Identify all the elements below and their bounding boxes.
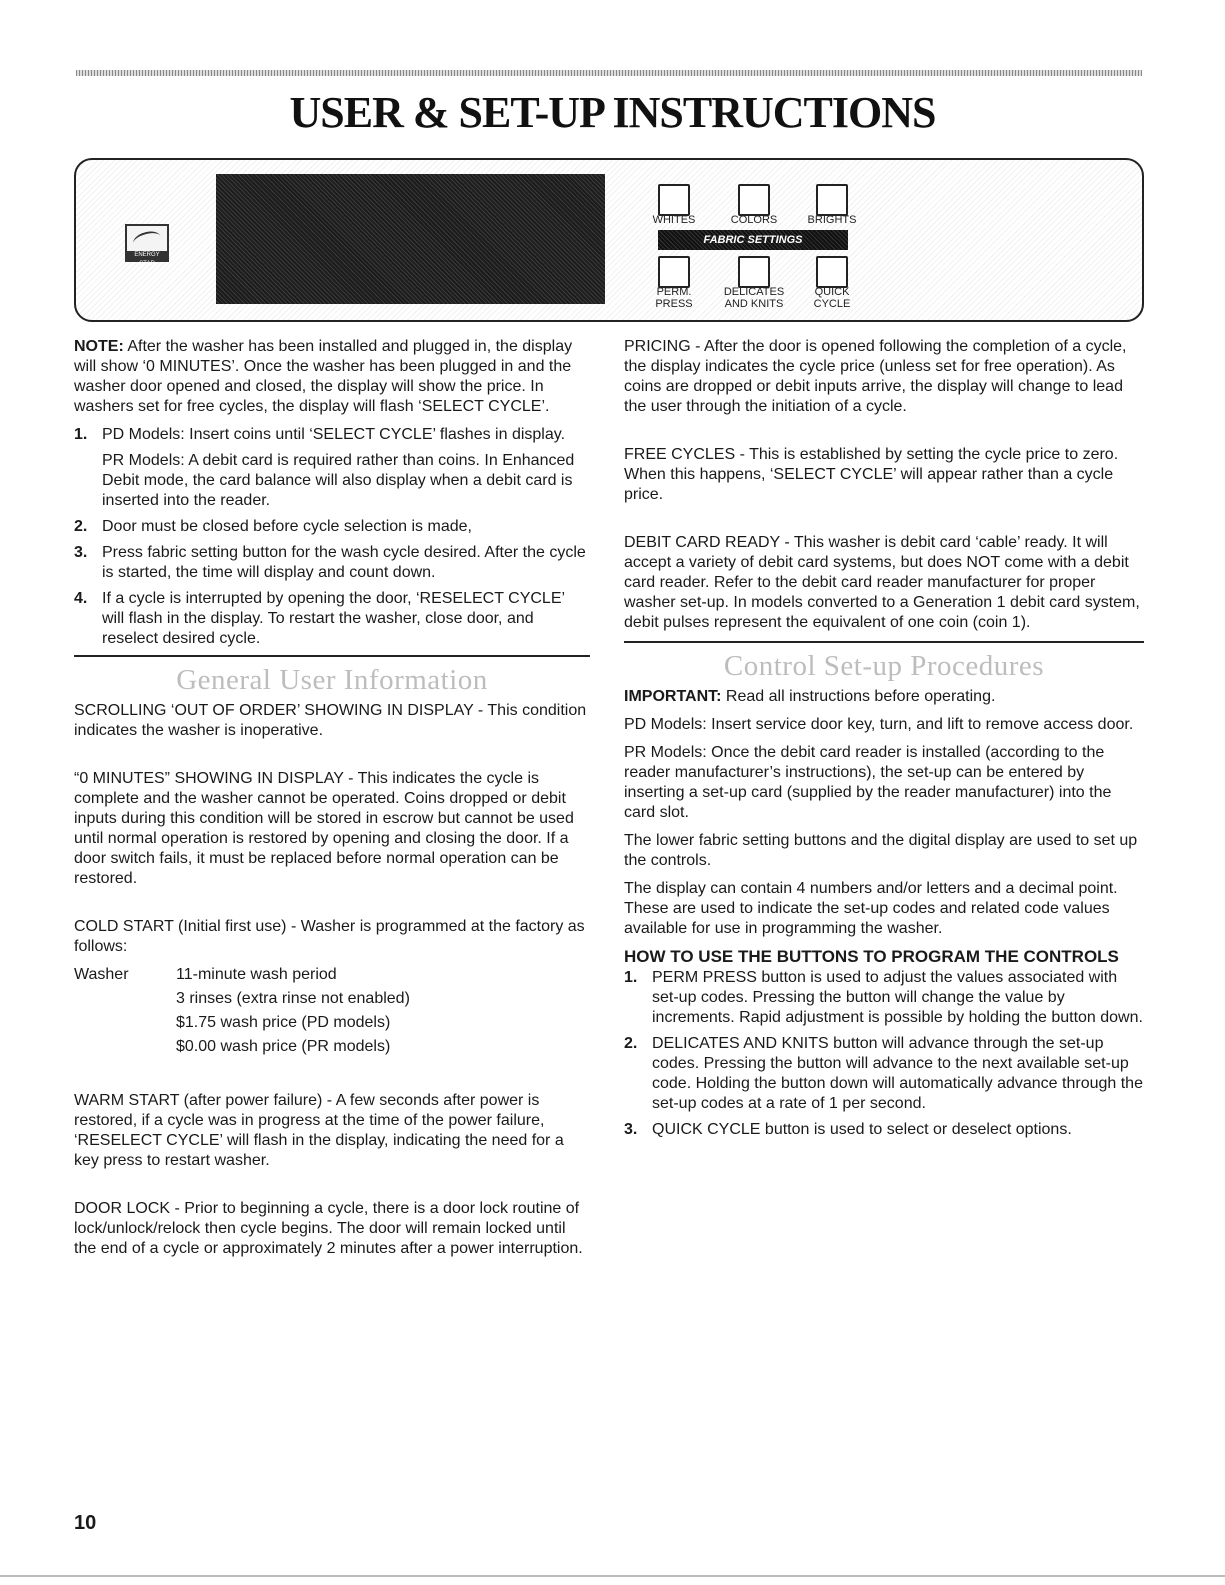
step-text: QUICK CYCLE button is used to select or deselect options.	[652, 1121, 1072, 1138]
list-item	[624, 1120, 1144, 1140]
perm-press-label	[634, 286, 714, 310]
delicates-knits-button[interactable]	[738, 256, 770, 288]
quick-cycle-label	[792, 286, 872, 310]
quick-cycle-label-line1: QUICK	[814, 286, 850, 298]
zero-minutes-paragraph: “0 MINUTES” SHOWING IN DISPLAY - This indicates the cycle is complete and the washer cannot be operated. Coins dropped or debit inputs during this condition will be stored in escrow but cannot be used until normal operation is restored by opening and closing the door. If a door switch fails, it must be replaced before normal operation can be restored.	[74, 770, 574, 887]
section-divider	[74, 655, 590, 657]
how-to-use-buttons-heading: HOW TO USE THE BUTTONS TO PROGRAM THE CONTROLS	[624, 947, 1119, 966]
step-number: 2.	[624, 1035, 638, 1052]
pr-models-subparagraph: PR Models: A debit card is required rather than coins. In Enhanced Debit mode, the card balance will also display when a debit card is inserted into the reader.	[102, 452, 575, 509]
perm-press-label-line2: PRESS	[655, 298, 693, 310]
usage-steps-list-continued	[74, 517, 590, 649]
step-text: Press fabric setting button for the wash cycle desired. After the cycle is started, the time will display and count down.	[102, 544, 586, 581]
whites-label: WHITES	[652, 214, 696, 226]
delicates-knits-label-line2: AND KNITS	[724, 298, 784, 310]
usage-steps-list	[74, 425, 590, 445]
step-number: 1.	[74, 426, 88, 443]
whites-button[interactable]	[658, 184, 690, 216]
list-item	[624, 968, 1144, 1028]
table-cell: 11-minute wash period	[176, 966, 337, 983]
important-paragraph	[624, 687, 1144, 707]
scrolling-paragraph: SCROLLING ‘OUT OF ORDER’ SHOWING IN DISPLAY - This condition indicates the washer is inoperative.	[74, 702, 587, 739]
table-cell: 3 rinses (extra rinse not enabled)	[176, 990, 410, 1007]
note-text: After the washer has been installed and plugged in, the display will show ‘0 MINUTES’. Once the washer has been plugged in and the washer door opened and closed, the display will show the price. In washers set for free cycles, the display will flash ‘SELECT CYCLE’.	[74, 338, 573, 415]
step-text: DELICATES AND KNITS button will advance through the set-up codes. Pressing the button will advance to the next available set-up code. Holding the button down will automatically advance through the set-up codes at a rate of 1 per second.	[652, 1035, 1143, 1112]
top-decorative-rule	[76, 70, 1142, 76]
factory-settings-table	[74, 965, 410, 1061]
cold-start-paragraph: COLD START (Initial first use) - Washer is programmed at the factory as follows:	[74, 918, 585, 955]
quick-cycle-button[interactable]	[816, 256, 848, 288]
how-to-steps-list	[624, 968, 1144, 1140]
important-label: IMPORTANT:	[624, 688, 722, 705]
washer-label: Washer	[74, 966, 129, 983]
energy-star-label: ENERGY STAR	[127, 251, 167, 260]
control-setup-heading: Control Set-up Procedures	[723, 650, 1045, 682]
table-row	[74, 1037, 410, 1061]
step-number: 3.	[74, 544, 88, 561]
brights-button[interactable]	[816, 184, 848, 216]
energy-star-icon	[125, 224, 169, 267]
fabric-settings-banner: FABRIC SETTINGS	[658, 230, 848, 250]
step-number: 3.	[624, 1121, 638, 1138]
delicates-knits-label-line1: DELICATES	[723, 286, 785, 298]
door-lock-paragraph: DOOR LOCK - Prior to beginning a cycle, there is a door lock routine of lock/unlock/relock then cycle begins. The door will remain locked until the end of a cycle or approximately 2 minutes after a power interruption.	[74, 1200, 583, 1257]
debit-ready-paragraph: DEBIT CARD READY - This washer is debit card ‘cable’ ready. It will accept a variety of debit card systems, but does NOT come with a debit card reader. Refer to the debit card reader manufacturer for proper washer set-up. In models converted to a Generation 1 debit card system, debit pulses represent the equivalent of one coin (coin 1).	[624, 534, 1140, 631]
colors-button[interactable]	[738, 184, 770, 216]
step-text: If a cycle is interrupted by opening the door, ‘RESELECT CYCLE’ will flash in the display. To restart the washer, close door, and reselect desired cycle.	[102, 590, 565, 647]
step-text: PERM PRESS button is used to adjust the values associated with set-up codes. Pressing the button will change the value by increments. Rapid adjustment is possible by holding the button down.	[652, 969, 1143, 1026]
quick-cycle-label-line2: CYCLE	[813, 298, 851, 310]
lower-buttons-paragraph: The lower fabric setting buttons and the digital display are used to set up the controls.	[624, 832, 1138, 869]
step-text: PD Models: Insert coins until ‘SELECT CYCLE’ flashes in display.	[102, 426, 566, 443]
list-item	[74, 543, 590, 583]
colors-label: COLORS	[730, 214, 778, 226]
table-row	[74, 1013, 410, 1037]
table-row	[74, 965, 410, 989]
control-panel-illustration	[74, 158, 1144, 322]
step-number: 2.	[74, 518, 88, 535]
note-paragraph	[74, 337, 590, 417]
left-column	[74, 337, 590, 1267]
page-number: 10	[74, 1512, 97, 1534]
energy-star-curve	[131, 229, 162, 252]
list-item	[74, 589, 590, 649]
right-column	[624, 337, 1144, 1146]
step-number: 1.	[624, 969, 638, 986]
free-cycles-paragraph: FREE CYCLES - This is established by setting the cycle price to zero. When this happens, ‘SELECT CYCLE’ will appear rather than a cycle price.	[624, 446, 1119, 503]
list-item	[624, 1034, 1144, 1114]
bottom-rule	[0, 1575, 1225, 1577]
list-item	[74, 425, 590, 445]
note-label: NOTE:	[74, 338, 124, 355]
section-divider	[624, 641, 1144, 643]
important-text: Read all instructions before operating.	[721, 688, 996, 705]
pricing-paragraph: PRICING - After the door is opened following the completion of a cycle, the display indicates the cycle price (unless set for free operation). As coins are dropped or debit inputs arrive, the display will change to lead the user through the initiation of a cycle.	[624, 338, 1127, 415]
perm-press-button[interactable]	[658, 256, 690, 288]
table-cell: $1.75 wash price (PD models)	[176, 1014, 391, 1031]
digital-display	[216, 174, 605, 304]
delicates-knits-label	[714, 286, 794, 310]
step-text: Door must be closed before cycle selection is made,	[102, 518, 472, 535]
table-row	[74, 989, 410, 1013]
pr-models-paragraph: PR Models: Once the debit card reader is installed (according to the reader manufacturer’s instructions), the set-up can be entered by inserting a set-up card (supplied by the reader manufacturer) into the card slot.	[624, 744, 1112, 821]
table-cell: $0.00 wash price (PR models)	[176, 1038, 391, 1055]
perm-press-label-line1: PERM.	[656, 286, 692, 298]
page-title: USER & SET-UP INSTRUCTIONS	[289, 88, 936, 137]
pd-models-paragraph: PD Models: Insert service door key, turn, and lift to remove access door.	[624, 716, 1134, 733]
general-user-info-heading: General User Information	[176, 664, 488, 696]
step-number: 4.	[74, 590, 88, 607]
brights-label: BRIGHTS	[807, 214, 857, 226]
display-contain-paragraph: The display can contain 4 numbers and/or letters and a decimal point. These are used to indicate the set-up codes and related code values available for use in programming the washer.	[624, 880, 1118, 937]
list-item	[74, 517, 590, 537]
warm-start-paragraph: WARM START (after power failure) - A few seconds after power is restored, if a cycle was in progress at the time of the power failure, ‘RESELECT CYCLE’ will flash in the display, indicating the need for a key press to restart washer.	[74, 1092, 564, 1169]
